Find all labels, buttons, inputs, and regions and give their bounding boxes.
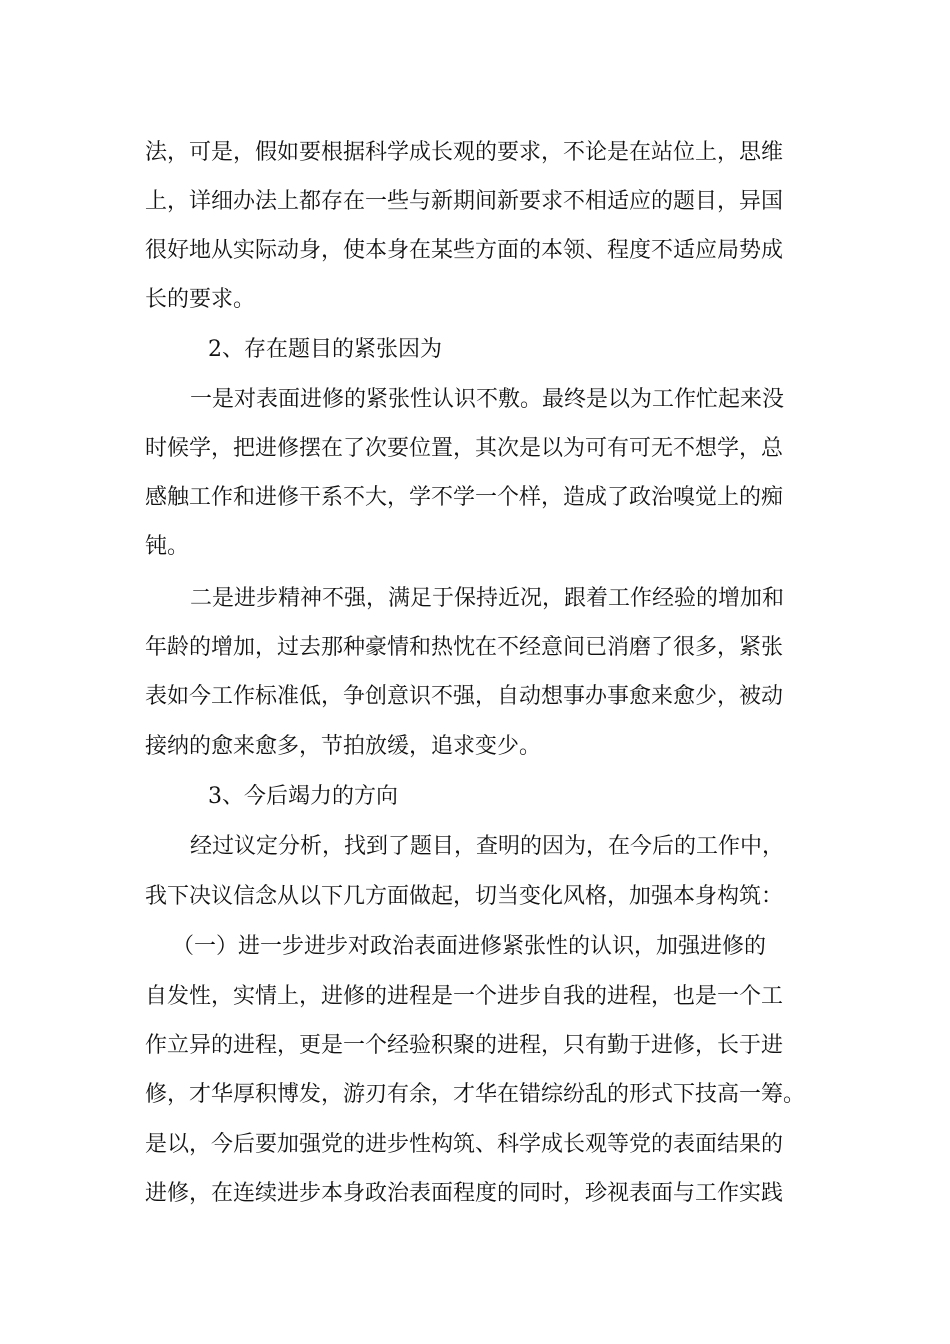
text-line: 自发性，实情上，进修的进程是一个进步自我的进程，也是一个工 bbox=[145, 984, 784, 1009]
paragraph-first-line: 二是进步精神不强，满足于保持近况，跟着工作经验的增加和 bbox=[190, 586, 785, 611]
text-line: 年龄的增加，过去那种豪情和热忱在不经意间已消磨了很多，紧张 bbox=[145, 635, 784, 660]
text-line: 很好地从实际动身，使本身在某些方面的本领、程度不适应局势成 bbox=[145, 238, 784, 263]
section-heading: 3、今后竭力的方向 bbox=[208, 784, 398, 809]
text-line: 法，可是，假如要根据科学成长观的要求，不论是在站位上，思维 bbox=[145, 140, 784, 165]
paragraph-first-line: （一）进一步进步对政治表面进修紧张性的认识，加强进修的 bbox=[172, 934, 767, 959]
text-line: 进修，在连续进步本身政治表面程度的同时，珍视表面与工作实践 bbox=[145, 1181, 784, 1206]
text-line: 接纳的愈来愈多，节拍放缓，追求变少。 bbox=[145, 734, 542, 759]
text-line: 表如今工作标准低，争创意识不强，自动想事办事愈来愈少，被动 bbox=[145, 684, 784, 709]
text-line: 感触工作和进修干系不大，学不学一个样，造成了政治嗅觉上的痴 bbox=[145, 485, 784, 510]
section-heading: 2、存在题目的紧张因为 bbox=[208, 337, 442, 362]
paragraph-first-line: 经过议定分析，找到了题目，查明的因为，在今后的工作中， bbox=[190, 834, 785, 859]
text-line: 时候学，把进修摆在了次要位置，其次是以为可有可无不想学，总 bbox=[145, 436, 784, 461]
text-line: 修，才华厚积博发，游刃有余，才华在错综纷乱的形式下技高一筹。 bbox=[145, 1082, 806, 1107]
text-line: 我下决议信念从以下几方面做起，切当变化风格，加强本身构筑： bbox=[145, 884, 784, 909]
text-line: 长的要求。 bbox=[145, 287, 256, 312]
text-line: 是以，今后要加强党的进步性构筑、科学成长观等党的表面结果的 bbox=[145, 1132, 784, 1157]
text-line: 钝。 bbox=[145, 534, 190, 559]
text-line: 作立异的进程，更是一个经验积聚的进程，只有勤于进修，长于进 bbox=[145, 1033, 784, 1058]
text-line: 上，详细办法上都存在一些与新期间新要求不相适应的题目，异国 bbox=[145, 189, 784, 214]
paragraph-first-line: 一是对表面进修的紧张性认识不敷。最终是以为工作忙起来没 bbox=[190, 387, 785, 412]
